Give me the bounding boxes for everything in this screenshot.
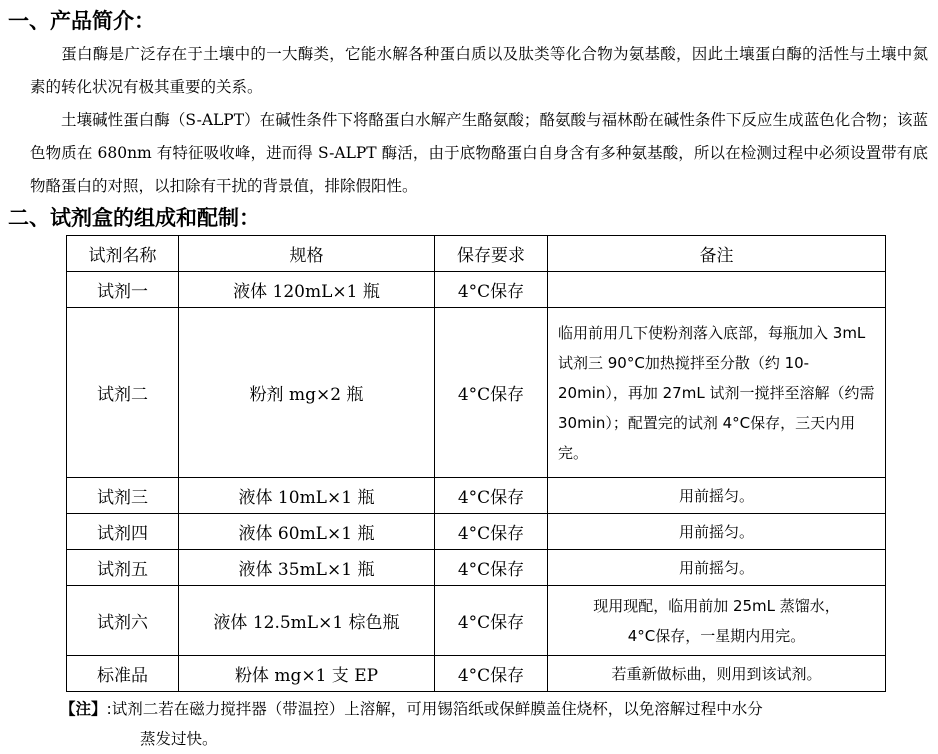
reagent-note: 临用前用几下使粉剂落入底部，每瓶加入 3mL 试剂三 90°C加热搅拌至分散（约 10-20min），再加 27mL 试剂一搅拌至溶解（约需 30min）；配置完的试剂 4°C保存，三天内用完。 [548,308,886,478]
header-storage: 保存要求 [435,236,548,272]
header-name: 试剂名称 [67,236,179,272]
reagent-spec: 液体 60mL×1 瓶 [179,514,435,550]
table-row [67,478,886,514]
reagent-note-line-1: 现用现配，临用前加 25mL 蒸馏水， [593,596,840,615]
section-title-intro: 一、产品简介： [8,9,155,33]
intro-paragraph-2 [30,104,928,203]
reagent-storage: 4°C保存 [435,272,548,308]
reagent-spec: 粉剂 mg×2 瓶 [179,308,435,478]
header-note: 备注 [548,236,886,272]
table-row [67,550,886,586]
reagent-name: 试剂一 [67,272,179,308]
footnote-label: 【注】 [60,700,107,718]
reagent-spec: 粉体 mg×1 支 EP [179,656,435,692]
table-row [67,514,886,550]
table-header-row [67,236,886,272]
reagent-name: 标准品 [67,656,179,692]
reagent-table [66,235,886,692]
reagent-name: 试剂四 [67,514,179,550]
reagent-storage: 4°C保存 [435,656,548,692]
reagent-storage: 4°C保存 [435,308,548,478]
intro-paragraph-1 [30,38,928,104]
footnote-text: :试剂二若在磁力搅拌器（带温控）上溶解，可用锡箔纸或保鲜膜盖住烧杯，以免溶解过程中水分 [106,700,763,718]
reagent-name: 试剂三 [67,478,179,514]
table-row [67,656,886,692]
footnote-continuation: 蒸发过快。 [140,730,218,748]
reagent-storage: 4°C保存 [435,514,548,550]
reagent-note: 用前摇匀。 [548,478,886,514]
reagent-spec: 液体 120mL×1 瓶 [179,272,435,308]
reagent-note [548,272,886,308]
header-spec: 规格 [179,236,435,272]
table-row [67,308,886,478]
intro-paragraph-2-text: 土壤碱性蛋白酶（S-ALPT）在碱性条件下将酪蛋白水解产生酪氨酸；酪氨酸与福林酚在碱性条件下反应生成蓝色化合物；该蓝色物质在 680nm 有特征吸收峰，进而得 S-ALPT 酶活，由于底物酪蛋白自身含有多种氨基酸，所以在检测过程中必须设置带有底物酪蛋白的对照，以扣除有干扰的背景值，排除假阳性。 [30,111,928,195]
intro-paragraph-1-text: 蛋白酶是广泛存在于土壤中的一大酶类，它能水解各种蛋白质以及肽类等化合物为氨基酸，因此土壤蛋白酶的活性与土壤中氮素的转化状况有极其重要的关系。 [30,45,928,96]
reagent-note: 用前摇匀。 [548,514,886,550]
reagent-note: 用前摇匀。 [548,550,886,586]
reagent-note-line-2: 4°C保存，一星期内用完。 [627,626,806,645]
reagent-name: 试剂六 [67,586,179,656]
reagent-name: 试剂二 [67,308,179,478]
reagent-note [548,586,886,656]
reagent-name: 试剂五 [67,550,179,586]
table-row [67,272,886,308]
reagent-spec: 液体 12.5mL×1 棕色瓶 [179,586,435,656]
reagent-spec: 液体 35mL×1 瓶 [179,550,435,586]
reagent-storage: 4°C保存 [435,478,548,514]
reagent-storage: 4°C保存 [435,550,548,586]
footnote [60,694,920,754]
section-title-kit: 二、试剂盒的组成和配制： [8,206,260,230]
table-row [67,586,886,656]
reagent-spec: 液体 10mL×1 瓶 [179,478,435,514]
reagent-note: 若重新做标曲，则用到该试剂。 [548,656,886,692]
reagent-storage: 4°C保存 [435,586,548,656]
